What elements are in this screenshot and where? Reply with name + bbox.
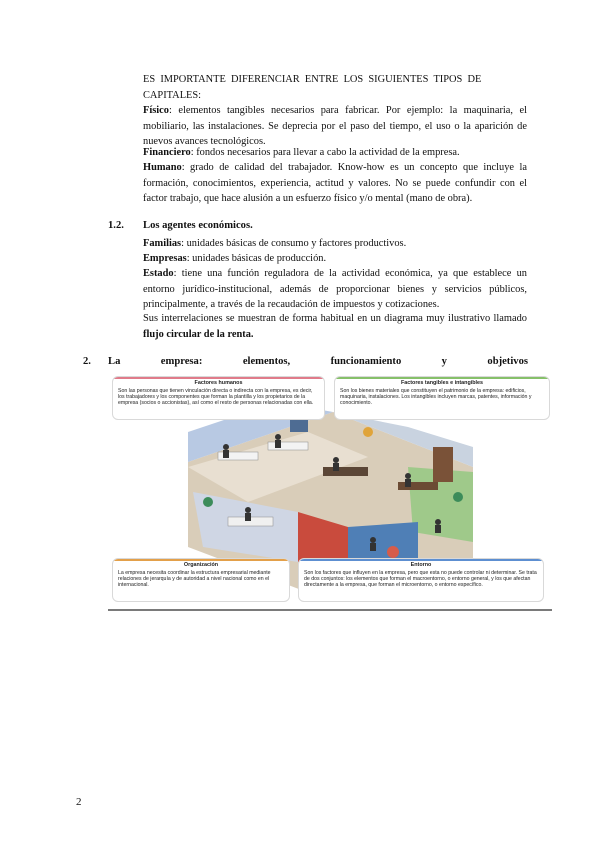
- card-accent: [299, 559, 543, 561]
- section-2-word: objetivos: [487, 356, 528, 367]
- section-2-word: y: [441, 356, 447, 367]
- card-organizacion: [112, 558, 290, 602]
- interrelaciones-text: Sus interrelaciones se muestran de forma habitual en un diagrama muy ilustrativo llamado: [143, 313, 527, 324]
- desk: [268, 442, 308, 450]
- capital-humano-paragraph: [143, 160, 527, 207]
- agente-estado-paragraph: [143, 266, 527, 313]
- orange-chair: [363, 427, 373, 437]
- agente-estado-text: : tiene una función reguladora de la actividad económica, ya que establece un entorno jurídico-institucional, además de proporcionar bienes y servicios públicos, principalmente, a través de la recaudación de impuestos y cotizaciones.: [143, 268, 527, 311]
- section-2-word: La: [108, 356, 121, 367]
- card-title: Factores humanos: [194, 380, 243, 386]
- card-body: Son las personas que tienen vinculación directa o indirecta con la empresa, es decir, los trabajadores y los componentes que forman la plantilla y los propietarios de la empresa (socios o accionistas), así como el resto de personas relacionadas con ella.: [118, 388, 314, 406]
- card-title: Entorno: [410, 562, 432, 568]
- page-number: 2: [76, 796, 82, 808]
- empresa-elements-figure: [108, 372, 552, 608]
- desk: [323, 467, 368, 476]
- section-2-word: funcionamiento: [330, 356, 402, 367]
- card-title: Factores tangibles e intangibles: [400, 380, 484, 386]
- capital-fisico-text: : elementos tangibles necesarios para fabricar. Por ejemplo: la maquinaria, el mobiliario, las instalaciones. Se deprecia por el paso del tiempo, el uso o la aparición de nuevos avances tecnológicos.: [143, 105, 527, 148]
- bookshelf: [433, 447, 453, 482]
- card-entorno: [298, 558, 544, 602]
- card-factores-tangibles: [334, 376, 550, 420]
- agente-familias-text: : unidades básicas de consumo y factores productivos.: [181, 238, 407, 249]
- capital-financiero-paragraph: [143, 145, 527, 161]
- section-2-word: empresa:: [160, 356, 203, 367]
- section-2-word: elementos,: [242, 356, 291, 367]
- agente-empresas-term: Empresas: [143, 253, 187, 264]
- capital-humano-text: : grado de calidad del trabajador. Know-how es un concepto que incluye la formación, conocimientos, experiencia, actitud y valores. No se puede confundir con el factor trabajo, que hace alusión a un esfuerzo físico y/o mental (mano de obra).: [143, 162, 527, 205]
- card-title: Organización: [183, 562, 219, 568]
- card-accent: [335, 377, 549, 379]
- figure-bottom-rule: [108, 609, 552, 611]
- capital-fisico-term: Físico: [143, 105, 169, 116]
- section-1-2-title: Los agentes económicos.: [143, 220, 253, 231]
- card-accent: [113, 559, 289, 561]
- desk: [398, 482, 438, 490]
- agente-estado-term: Estado: [143, 268, 174, 279]
- flujo-circular-term: flujo circular de la renta.: [143, 328, 254, 340]
- capital-humano-term: Humano: [143, 162, 182, 173]
- agente-empresas-paragraph: [143, 251, 527, 267]
- interrelaciones-paragraph: [143, 311, 527, 342]
- plant: [203, 497, 213, 507]
- capital-financiero-text: : fondos necesarios para llevar a cabo la actividad de la empresa.: [190, 147, 460, 158]
- section-2-number: 2.: [83, 356, 91, 367]
- capitales-intro-line1: ES IMPORTANTE DIFERENCIAR ENTRE LOS SIGUIENTES TIPOS DE: [143, 74, 482, 85]
- capitales-intro: [143, 72, 527, 103]
- card-body: Son los bienes materiales que constituyen el patrimonio de la empresa: edificios, maquinaria, instalaciones. Los intangibles incluyen marcas, patentes, información y conocimiento.: [340, 388, 532, 406]
- card-body: La empresa necesita coordinar la estructura empresarial mediante relaciones de jerarquía y de autoridad a nivel nacional como en el internacional.: [118, 570, 271, 588]
- agente-empresas-text: : unidades básicas de producción.: [186, 253, 327, 264]
- section-1-2-number: 1.2.: [108, 220, 124, 231]
- card-factores-humanos: [112, 376, 325, 420]
- agente-familias-term: Familias: [143, 238, 182, 249]
- card-accent: [113, 377, 324, 379]
- plant: [453, 492, 463, 502]
- capitales-intro-line2: CAPITALES:: [143, 89, 202, 101]
- card-body: Son los factores que influyen en la empresa, pero que esta no puede controlar ni determinar. Se trata de dos conjuntos: los elementos que forman el macroentorno, o entorno general, y los que afectan directamente a la empresa, que forman el microentorno, o entorno específico.: [304, 570, 537, 588]
- capital-financiero-term: Financiero: [143, 147, 191, 158]
- section-2-title: [108, 356, 528, 367]
- agente-familias-paragraph: [143, 236, 527, 252]
- capital-fisico-paragraph: [143, 103, 527, 150]
- red-chair: [387, 546, 399, 558]
